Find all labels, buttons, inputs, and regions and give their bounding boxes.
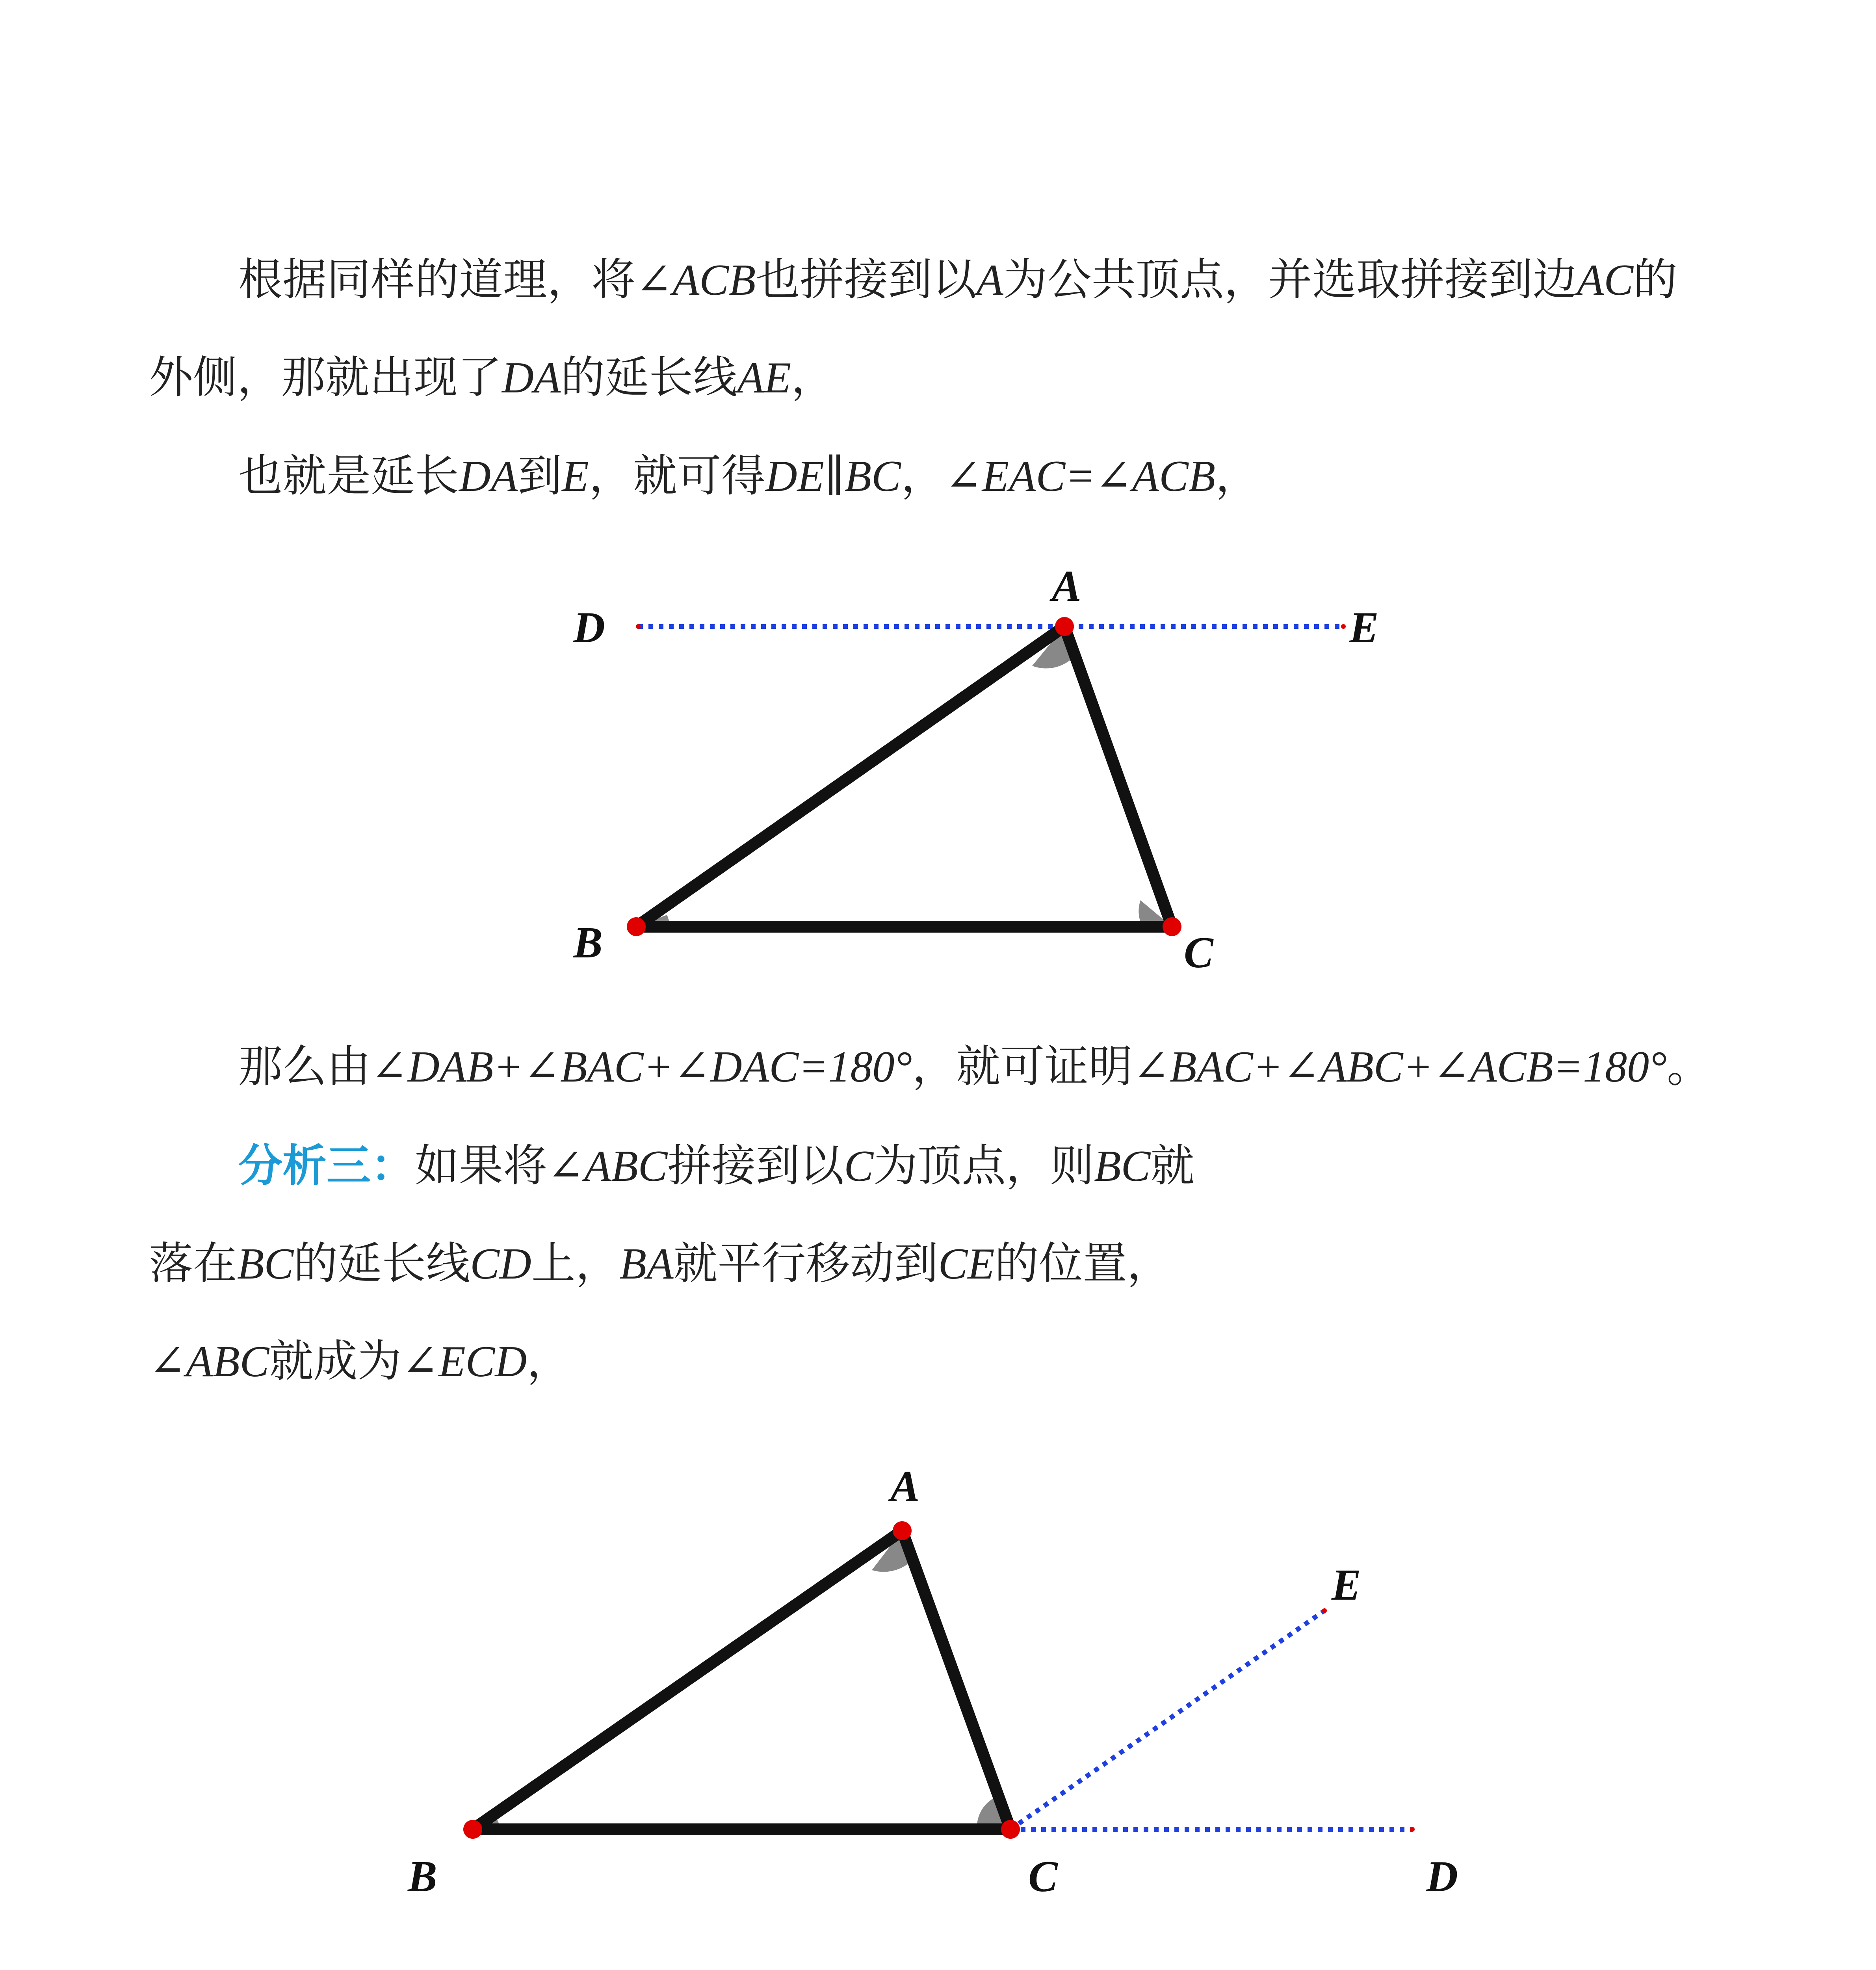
label-A: A: [1052, 562, 1081, 611]
text: 为公共顶点，并选取拼接到边: [1003, 254, 1577, 305]
math: C: [844, 1142, 874, 1191]
label-D: D: [1426, 1852, 1458, 1901]
text: 为顶点，则: [873, 1140, 1094, 1191]
math: ∠ABC: [547, 1142, 668, 1191]
text: ，: [901, 450, 945, 502]
text: ，: [791, 352, 836, 403]
point-B: [463, 1820, 482, 1839]
math: BC: [237, 1240, 294, 1288]
angle-mark-B: [473, 1818, 500, 1829]
point-A: [1055, 617, 1074, 636]
math: AC: [1577, 256, 1633, 305]
text: 就: [1150, 1140, 1195, 1191]
text-line: [149, 350, 1876, 405]
label-E: E: [1332, 1561, 1361, 1609]
point-C: [1163, 917, 1181, 936]
text-line: [238, 1968, 1876, 1970]
text: 拼接到以: [667, 1140, 844, 1191]
text: ，就可证明: [912, 1041, 1133, 1092]
text-line: [149, 1236, 1876, 1292]
triangle-ABC: [473, 1531, 1010, 1829]
point-A: [893, 1521, 912, 1540]
text: 那么由: [238, 1041, 371, 1092]
text: 的: [1633, 254, 1677, 305]
text: 的延长线: [293, 1238, 470, 1289]
math: DA: [502, 353, 561, 402]
math: ∠ECD: [401, 1337, 527, 1386]
text: 到: [518, 450, 562, 502]
text: 外侧，那就出现了: [149, 352, 502, 403]
point-D: [1410, 1827, 1415, 1832]
point-C: [1001, 1820, 1020, 1839]
line-CE: [1010, 1611, 1324, 1829]
math: BA: [619, 1240, 674, 1288]
text: 也拼接到以: [756, 254, 977, 305]
section-heading: 分析三：: [238, 1140, 415, 1191]
text: 。: [1666, 1041, 1711, 1092]
math: DE∥BC: [765, 452, 901, 501]
angle-mark-B: [636, 915, 670, 927]
text: 如果将: [415, 1140, 547, 1191]
math: ∠EAC=∠ACB: [945, 452, 1216, 501]
math: ∠BAC+∠ABC+∠ACB=180°: [1133, 1043, 1667, 1091]
text: ，就可得: [589, 450, 765, 502]
point-E: [1341, 624, 1346, 629]
text: 落在: [149, 1238, 237, 1289]
text: 也就是延长: [238, 450, 459, 502]
angle-mark-A: [872, 1531, 916, 1572]
label-B: B: [573, 918, 603, 967]
text: 的位置，: [994, 1238, 1171, 1289]
triangle-ABC: [636, 626, 1172, 927]
text-line: [238, 1039, 1876, 1095]
label-C: C: [1028, 1852, 1058, 1901]
label-E: E: [1349, 603, 1379, 652]
angle-mark-C: [1139, 900, 1172, 927]
angle-mark-A: [1032, 626, 1075, 668]
text-line: [238, 448, 1876, 504]
label-B: B: [408, 1852, 437, 1901]
text-line: [149, 1334, 1876, 1389]
text: ，: [1215, 450, 1260, 502]
math: A: [976, 256, 1003, 305]
math: ∠ABC: [149, 1337, 269, 1386]
math: E: [562, 452, 589, 501]
math: BC: [1094, 1142, 1151, 1191]
point-B: [627, 917, 646, 936]
point-E: [1322, 1608, 1327, 1613]
label-A: A: [890, 1462, 920, 1511]
math: DA: [459, 452, 518, 501]
text: 根据同样的道理，将: [238, 254, 635, 305]
text-line: [238, 1138, 1876, 1194]
math: CD: [470, 1240, 531, 1288]
label-C: C: [1184, 928, 1213, 977]
text-line: [238, 252, 1876, 308]
math: ∠DAB+∠BAC+∠DAC=180°: [371, 1043, 912, 1091]
figure-1: [572, 562, 1379, 977]
math: CE: [938, 1240, 995, 1288]
math: ∠ACB: [635, 256, 756, 305]
point-D: [636, 624, 641, 629]
text: ，: [527, 1336, 571, 1387]
text: 的延长线: [561, 352, 737, 403]
label-D: D: [573, 603, 605, 652]
angle-mark-C: [977, 1797, 1010, 1829]
math: AE: [737, 353, 791, 402]
text: 上，: [531, 1238, 620, 1289]
figure-2: [407, 1462, 1458, 1901]
text: 就平行移动到: [673, 1238, 938, 1289]
text: 就成为: [269, 1336, 402, 1387]
